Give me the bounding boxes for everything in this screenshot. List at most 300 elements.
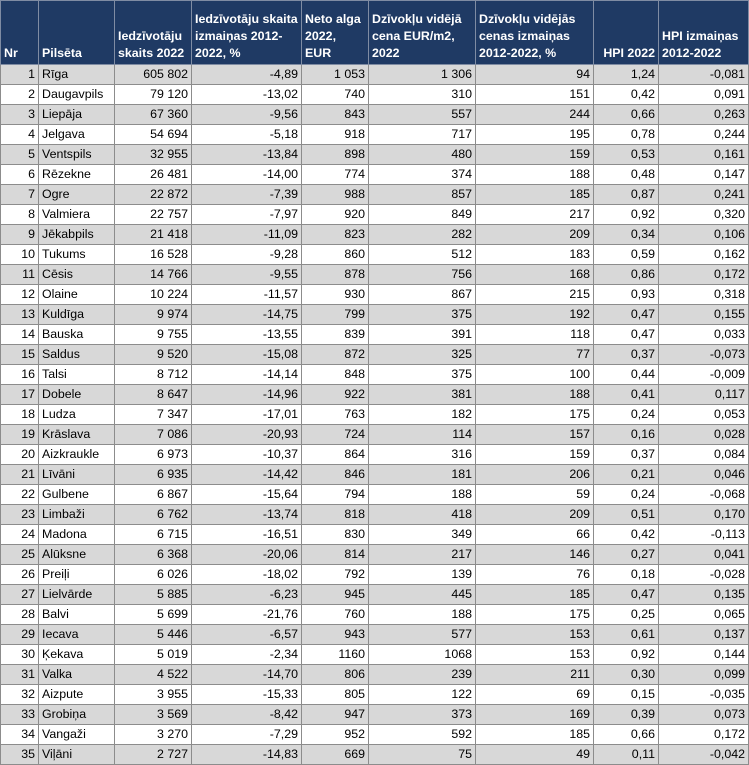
cell-flat-price: 139 bbox=[369, 565, 476, 585]
cell-nr: 21 bbox=[1, 465, 39, 485]
cell-flat-price: 857 bbox=[369, 185, 476, 205]
cell-nr: 29 bbox=[1, 625, 39, 645]
cell-flat-price-change: 157 bbox=[476, 425, 594, 445]
cell-city: Aizpute bbox=[39, 685, 115, 705]
cell-hpi: 0,87 bbox=[594, 185, 659, 205]
cell-nr: 24 bbox=[1, 525, 39, 545]
cell-hpi-change: 0,073 bbox=[659, 705, 749, 725]
cell-flat-price: 181 bbox=[369, 465, 476, 485]
cell-nr: 30 bbox=[1, 645, 39, 665]
cell-hpi: 0,41 bbox=[594, 385, 659, 405]
cell-city: Valka bbox=[39, 665, 115, 685]
cell-nr: 2 bbox=[1, 85, 39, 105]
cell-net-wage: 846 bbox=[302, 465, 369, 485]
cell-hpi-change: 0,091 bbox=[659, 85, 749, 105]
cell-flat-price-change: 146 bbox=[476, 545, 594, 565]
cell-city: Lielvārde bbox=[39, 585, 115, 605]
cell-hpi: 0,59 bbox=[594, 245, 659, 265]
cell-population-change: -13,55 bbox=[192, 325, 302, 345]
cell-population: 6 867 bbox=[115, 485, 192, 505]
cell-population-change: -8,42 bbox=[192, 705, 302, 725]
cell-hpi-change: -0,009 bbox=[659, 365, 749, 385]
cell-population-change: -17,01 bbox=[192, 405, 302, 425]
header-net-wage: Neto alga 2022, EUR bbox=[302, 1, 369, 65]
cell-net-wage: 839 bbox=[302, 325, 369, 345]
cell-flat-price-change: 100 bbox=[476, 365, 594, 385]
cell-nr: 34 bbox=[1, 725, 39, 745]
cell-flat-price-change: 76 bbox=[476, 565, 594, 585]
cell-hpi: 0,78 bbox=[594, 125, 659, 145]
table-row bbox=[1, 445, 749, 465]
cell-net-wage: 1 053 bbox=[302, 65, 369, 85]
cell-population: 4 522 bbox=[115, 665, 192, 685]
table-row bbox=[1, 165, 749, 185]
cell-flat-price-change: 59 bbox=[476, 485, 594, 505]
cell-nr: 23 bbox=[1, 505, 39, 525]
cell-population: 605 802 bbox=[115, 65, 192, 85]
cell-flat-price-change: 151 bbox=[476, 85, 594, 105]
table-row bbox=[1, 505, 749, 525]
cell-population: 9 755 bbox=[115, 325, 192, 345]
cell-city: Aizkraukle bbox=[39, 445, 115, 465]
cell-nr: 15 bbox=[1, 345, 39, 365]
cell-city: Madona bbox=[39, 525, 115, 545]
cell-net-wage: 848 bbox=[302, 365, 369, 385]
cell-flat-price: 391 bbox=[369, 325, 476, 345]
cell-net-wage: 830 bbox=[302, 525, 369, 545]
cell-net-wage: 806 bbox=[302, 665, 369, 685]
cell-nr: 8 bbox=[1, 205, 39, 225]
cell-flat-price: 445 bbox=[369, 585, 476, 605]
cell-flat-price-change: 153 bbox=[476, 645, 594, 665]
cell-population-change: -9,55 bbox=[192, 265, 302, 285]
cell-hpi-change: 0,135 bbox=[659, 585, 749, 605]
header-row bbox=[1, 1, 749, 65]
cell-flat-price-change: 175 bbox=[476, 405, 594, 425]
cell-hpi-change: -0,042 bbox=[659, 745, 749, 765]
cell-hpi: 0,47 bbox=[594, 585, 659, 605]
cell-population-change: -20,93 bbox=[192, 425, 302, 445]
cell-population-change: -7,29 bbox=[192, 725, 302, 745]
cell-net-wage: 724 bbox=[302, 425, 369, 445]
cell-hpi: 0,37 bbox=[594, 345, 659, 365]
cell-population-change: -14,75 bbox=[192, 305, 302, 325]
cell-population-change: -9,28 bbox=[192, 245, 302, 265]
cell-net-wage: 814 bbox=[302, 545, 369, 565]
cell-flat-price-change: 188 bbox=[476, 385, 594, 405]
table-row bbox=[1, 385, 749, 405]
cell-population: 21 418 bbox=[115, 225, 192, 245]
cell-population-change: -4,89 bbox=[192, 65, 302, 85]
cell-flat-price: 512 bbox=[369, 245, 476, 265]
cell-flat-price-change: 183 bbox=[476, 245, 594, 265]
cell-city: Viļāni bbox=[39, 745, 115, 765]
table-row bbox=[1, 585, 749, 605]
cell-population-change: -15,33 bbox=[192, 685, 302, 705]
cell-nr: 6 bbox=[1, 165, 39, 185]
cell-net-wage: 818 bbox=[302, 505, 369, 525]
table-row bbox=[1, 705, 749, 725]
cell-flat-price: 375 bbox=[369, 365, 476, 385]
cell-flat-price-change: 118 bbox=[476, 325, 594, 345]
cell-city: Saldus bbox=[39, 345, 115, 365]
cell-nr: 11 bbox=[1, 265, 39, 285]
table-row bbox=[1, 65, 749, 85]
cell-flat-price-change: 217 bbox=[476, 205, 594, 225]
cell-city: Iecava bbox=[39, 625, 115, 645]
cell-nr: 25 bbox=[1, 545, 39, 565]
table-row bbox=[1, 325, 749, 345]
cell-hpi: 0,53 bbox=[594, 145, 659, 165]
cell-net-wage: 988 bbox=[302, 185, 369, 205]
cell-hpi: 0,24 bbox=[594, 405, 659, 425]
cell-flat-price: 239 bbox=[369, 665, 476, 685]
cell-flat-price: 282 bbox=[369, 225, 476, 245]
cell-population-change: -5,18 bbox=[192, 125, 302, 145]
cell-city: Rīga bbox=[39, 65, 115, 85]
cell-hpi-change: 0,244 bbox=[659, 125, 749, 145]
cell-flat-price: 182 bbox=[369, 405, 476, 425]
cell-hpi: 0,92 bbox=[594, 645, 659, 665]
cell-population: 8 647 bbox=[115, 385, 192, 405]
cell-net-wage: 799 bbox=[302, 305, 369, 325]
cell-hpi-change: 0,137 bbox=[659, 625, 749, 645]
cell-hpi: 0,93 bbox=[594, 285, 659, 305]
cell-city: Olaine bbox=[39, 285, 115, 305]
cell-hpi: 0,39 bbox=[594, 705, 659, 725]
cell-flat-price-change: 195 bbox=[476, 125, 594, 145]
cell-nr: 12 bbox=[1, 285, 39, 305]
cell-flat-price-change: 192 bbox=[476, 305, 594, 325]
cell-city: Valmiera bbox=[39, 205, 115, 225]
cell-hpi: 0,21 bbox=[594, 465, 659, 485]
cell-population-change: -14,00 bbox=[192, 165, 302, 185]
cell-nr: 14 bbox=[1, 325, 39, 345]
cell-hpi-change: 0,099 bbox=[659, 665, 749, 685]
cell-flat-price-change: 159 bbox=[476, 145, 594, 165]
header-population: Iedzīvotāju skaits 2022 bbox=[115, 1, 192, 65]
cell-population: 7 347 bbox=[115, 405, 192, 425]
cell-city: Krāslava bbox=[39, 425, 115, 445]
cell-nr: 35 bbox=[1, 745, 39, 765]
cell-net-wage: 763 bbox=[302, 405, 369, 425]
cell-flat-price: 374 bbox=[369, 165, 476, 185]
cell-hpi: 0,66 bbox=[594, 725, 659, 745]
cell-flat-price: 217 bbox=[369, 545, 476, 565]
header-flat-price: Dzīvokļu vidējā cena EUR/m2, 2022 bbox=[369, 1, 476, 65]
cell-city: Līvāni bbox=[39, 465, 115, 485]
cell-flat-price-change: 49 bbox=[476, 745, 594, 765]
cell-population: 9 974 bbox=[115, 305, 192, 325]
cell-population: 7 086 bbox=[115, 425, 192, 445]
cell-city: Preiļi bbox=[39, 565, 115, 585]
cell-population: 6 026 bbox=[115, 565, 192, 585]
cell-population: 5 699 bbox=[115, 605, 192, 625]
cell-nr: 19 bbox=[1, 425, 39, 445]
cell-population-change: -20,06 bbox=[192, 545, 302, 565]
cell-net-wage: 878 bbox=[302, 265, 369, 285]
table-row bbox=[1, 105, 749, 125]
table-row bbox=[1, 425, 749, 445]
cell-population: 6 715 bbox=[115, 525, 192, 545]
cell-hpi: 0,92 bbox=[594, 205, 659, 225]
cell-population: 3 270 bbox=[115, 725, 192, 745]
cell-city: Jēkabpils bbox=[39, 225, 115, 245]
cell-city: Dobele bbox=[39, 385, 115, 405]
cell-population: 5 885 bbox=[115, 585, 192, 605]
cell-hpi: 0,48 bbox=[594, 165, 659, 185]
cell-hpi-change: 0,172 bbox=[659, 265, 749, 285]
cell-flat-price-change: 168 bbox=[476, 265, 594, 285]
cell-hpi: 0,25 bbox=[594, 605, 659, 625]
cell-population-change: -16,51 bbox=[192, 525, 302, 545]
header-nr: Nr bbox=[1, 1, 39, 65]
cell-flat-price-change: 159 bbox=[476, 445, 594, 465]
cell-population-change: -11,57 bbox=[192, 285, 302, 305]
cell-flat-price-change: 185 bbox=[476, 185, 594, 205]
cell-hpi: 0,66 bbox=[594, 105, 659, 125]
cell-hpi: 0,42 bbox=[594, 85, 659, 105]
cell-hpi: 0,47 bbox=[594, 325, 659, 345]
cell-population-change: -13,74 bbox=[192, 505, 302, 525]
cell-flat-price: 1 306 bbox=[369, 65, 476, 85]
cell-nr: 17 bbox=[1, 385, 39, 405]
cell-flat-price-change: 66 bbox=[476, 525, 594, 545]
cell-hpi: 0,42 bbox=[594, 525, 659, 545]
cell-population: 54 694 bbox=[115, 125, 192, 145]
cell-net-wage: 740 bbox=[302, 85, 369, 105]
cell-flat-price: 310 bbox=[369, 85, 476, 105]
cell-net-wage: 943 bbox=[302, 625, 369, 645]
cell-population-change: -13,02 bbox=[192, 85, 302, 105]
cell-nr: 4 bbox=[1, 125, 39, 145]
cell-flat-price: 75 bbox=[369, 745, 476, 765]
cell-population-change: -7,39 bbox=[192, 185, 302, 205]
cell-hpi: 0,86 bbox=[594, 265, 659, 285]
table-row bbox=[1, 185, 749, 205]
cell-flat-price-change: 77 bbox=[476, 345, 594, 365]
cell-hpi-change: 0,033 bbox=[659, 325, 749, 345]
cell-nr: 22 bbox=[1, 485, 39, 505]
cell-population-change: -10,37 bbox=[192, 445, 302, 465]
cell-population: 67 360 bbox=[115, 105, 192, 125]
cell-flat-price-change: 215 bbox=[476, 285, 594, 305]
cell-nr: 18 bbox=[1, 405, 39, 425]
table-row bbox=[1, 665, 749, 685]
cell-population: 22 757 bbox=[115, 205, 192, 225]
cell-nr: 28 bbox=[1, 605, 39, 625]
cell-hpi: 0,15 bbox=[594, 685, 659, 705]
cell-hpi-change: 0,117 bbox=[659, 385, 749, 405]
cell-flat-price: 381 bbox=[369, 385, 476, 405]
cell-flat-price-change: 211 bbox=[476, 665, 594, 685]
cell-population: 3 955 bbox=[115, 685, 192, 705]
cell-nr: 1 bbox=[1, 65, 39, 85]
cell-hpi-change: 0,155 bbox=[659, 305, 749, 325]
cell-nr: 3 bbox=[1, 105, 39, 125]
cell-flat-price: 1068 bbox=[369, 645, 476, 665]
table-row bbox=[1, 305, 749, 325]
cell-population: 14 766 bbox=[115, 265, 192, 285]
cell-population-change: -11,09 bbox=[192, 225, 302, 245]
cell-hpi: 0,30 bbox=[594, 665, 659, 685]
cell-flat-price: 316 bbox=[369, 445, 476, 465]
cell-hpi-change: 0,147 bbox=[659, 165, 749, 185]
cell-flat-price-change: 244 bbox=[476, 105, 594, 125]
cell-population-change: -14,70 bbox=[192, 665, 302, 685]
cell-nr: 9 bbox=[1, 225, 39, 245]
cell-population: 22 872 bbox=[115, 185, 192, 205]
cell-population-change: -14,96 bbox=[192, 385, 302, 405]
cell-hpi-change: 0,241 bbox=[659, 185, 749, 205]
cell-flat-price: 349 bbox=[369, 525, 476, 545]
cell-hpi: 0,47 bbox=[594, 305, 659, 325]
cell-population-change: -7,97 bbox=[192, 205, 302, 225]
cell-flat-price: 557 bbox=[369, 105, 476, 125]
cell-population: 3 569 bbox=[115, 705, 192, 725]
header-city: Pilsēta bbox=[39, 1, 115, 65]
table-row bbox=[1, 485, 749, 505]
cell-population-change: -14,14 bbox=[192, 365, 302, 385]
cell-hpi-change: 0,053 bbox=[659, 405, 749, 425]
cell-hpi: 0,34 bbox=[594, 225, 659, 245]
cell-hpi-change: 0,144 bbox=[659, 645, 749, 665]
cell-nr: 10 bbox=[1, 245, 39, 265]
cell-population: 6 762 bbox=[115, 505, 192, 525]
cell-hpi: 0,44 bbox=[594, 365, 659, 385]
cell-flat-price: 849 bbox=[369, 205, 476, 225]
cell-population: 6 935 bbox=[115, 465, 192, 485]
table-row bbox=[1, 525, 749, 545]
cell-population-change: -6,57 bbox=[192, 625, 302, 645]
cell-flat-price-change: 206 bbox=[476, 465, 594, 485]
cell-flat-price: 114 bbox=[369, 425, 476, 445]
cell-nr: 31 bbox=[1, 665, 39, 685]
cell-city: Alūksne bbox=[39, 545, 115, 565]
cell-flat-price-change: 209 bbox=[476, 225, 594, 245]
cell-population-change: -2,34 bbox=[192, 645, 302, 665]
cell-population: 10 224 bbox=[115, 285, 192, 305]
cell-hpi-change: -0,081 bbox=[659, 65, 749, 85]
table-row bbox=[1, 545, 749, 565]
header-flat-price-change: Dzīvokļu vidējās cenas izmaiņas 2012-2022, % bbox=[476, 1, 594, 65]
cell-population: 5 019 bbox=[115, 645, 192, 665]
cell-population: 6 973 bbox=[115, 445, 192, 465]
cell-flat-price: 373 bbox=[369, 705, 476, 725]
cell-net-wage: 843 bbox=[302, 105, 369, 125]
cell-hpi: 0,27 bbox=[594, 545, 659, 565]
cell-net-wage: 945 bbox=[302, 585, 369, 605]
cell-flat-price: 188 bbox=[369, 485, 476, 505]
cell-net-wage: 864 bbox=[302, 445, 369, 465]
cell-net-wage: 952 bbox=[302, 725, 369, 745]
cell-hpi-change: 0,046 bbox=[659, 465, 749, 485]
cell-hpi: 0,51 bbox=[594, 505, 659, 525]
table-row bbox=[1, 645, 749, 665]
cell-city: Cēsis bbox=[39, 265, 115, 285]
cell-hpi-change: -0,073 bbox=[659, 345, 749, 365]
cell-hpi: 0,24 bbox=[594, 485, 659, 505]
cell-hpi-change: 0,320 bbox=[659, 205, 749, 225]
cell-hpi-change: 0,161 bbox=[659, 145, 749, 165]
cell-net-wage: 918 bbox=[302, 125, 369, 145]
cell-hpi-change: 0,028 bbox=[659, 425, 749, 445]
cell-city: Ķekava bbox=[39, 645, 115, 665]
cell-flat-price: 325 bbox=[369, 345, 476, 365]
cell-hpi-change: 0,041 bbox=[659, 545, 749, 565]
header-population-change: Iedzīvotāju skaita izmaiņas 2012-2022, % bbox=[192, 1, 302, 65]
cell-flat-price: 122 bbox=[369, 685, 476, 705]
table-row bbox=[1, 725, 749, 745]
table-row bbox=[1, 745, 749, 765]
cell-city: Tukums bbox=[39, 245, 115, 265]
cell-city: Gulbene bbox=[39, 485, 115, 505]
cell-nr: 26 bbox=[1, 565, 39, 585]
cell-nr: 5 bbox=[1, 145, 39, 165]
cell-city: Liepāja bbox=[39, 105, 115, 125]
table-row bbox=[1, 405, 749, 425]
cell-population-change: -9,56 bbox=[192, 105, 302, 125]
cell-hpi: 0,18 bbox=[594, 565, 659, 585]
table-row bbox=[1, 465, 749, 485]
cell-flat-price: 188 bbox=[369, 605, 476, 625]
cell-population: 5 446 bbox=[115, 625, 192, 645]
cell-flat-price-change: 188 bbox=[476, 165, 594, 185]
table-row bbox=[1, 85, 749, 105]
cell-city: Ogre bbox=[39, 185, 115, 205]
cell-nr: 32 bbox=[1, 685, 39, 705]
cell-flat-price: 867 bbox=[369, 285, 476, 305]
cell-flat-price: 592 bbox=[369, 725, 476, 745]
cell-net-wage: 774 bbox=[302, 165, 369, 185]
cell-flat-price-change: 153 bbox=[476, 625, 594, 645]
cell-flat-price-change: 185 bbox=[476, 725, 594, 745]
cell-flat-price: 756 bbox=[369, 265, 476, 285]
cell-population-change: -14,42 bbox=[192, 465, 302, 485]
cell-hpi-change: -0,113 bbox=[659, 525, 749, 545]
cell-flat-price-change: 169 bbox=[476, 705, 594, 725]
cell-hpi-change: 0,318 bbox=[659, 285, 749, 305]
cell-city: Bauska bbox=[39, 325, 115, 345]
cell-net-wage: 792 bbox=[302, 565, 369, 585]
cell-net-wage: 947 bbox=[302, 705, 369, 725]
cell-net-wage: 860 bbox=[302, 245, 369, 265]
cell-flat-price: 717 bbox=[369, 125, 476, 145]
cell-population-change: -14,83 bbox=[192, 745, 302, 765]
cell-nr: 20 bbox=[1, 445, 39, 465]
cell-flat-price: 375 bbox=[369, 305, 476, 325]
cell-population: 9 520 bbox=[115, 345, 192, 365]
cell-net-wage: 823 bbox=[302, 225, 369, 245]
table-row bbox=[1, 345, 749, 365]
cell-net-wage: 920 bbox=[302, 205, 369, 225]
cell-net-wage: 794 bbox=[302, 485, 369, 505]
cell-flat-price-change: 209 bbox=[476, 505, 594, 525]
cell-hpi: 1,24 bbox=[594, 65, 659, 85]
table-row bbox=[1, 605, 749, 625]
table-body bbox=[1, 65, 749, 765]
cell-hpi-change: -0,068 bbox=[659, 485, 749, 505]
table-row bbox=[1, 625, 749, 645]
cell-hpi-change: 0,065 bbox=[659, 605, 749, 625]
cell-flat-price: 418 bbox=[369, 505, 476, 525]
cell-hpi: 0,16 bbox=[594, 425, 659, 445]
header-hpi: HPI 2022 bbox=[594, 1, 659, 65]
cell-city: Ventspils bbox=[39, 145, 115, 165]
cell-city: Ludza bbox=[39, 405, 115, 425]
cell-nr: 27 bbox=[1, 585, 39, 605]
table-row bbox=[1, 205, 749, 225]
